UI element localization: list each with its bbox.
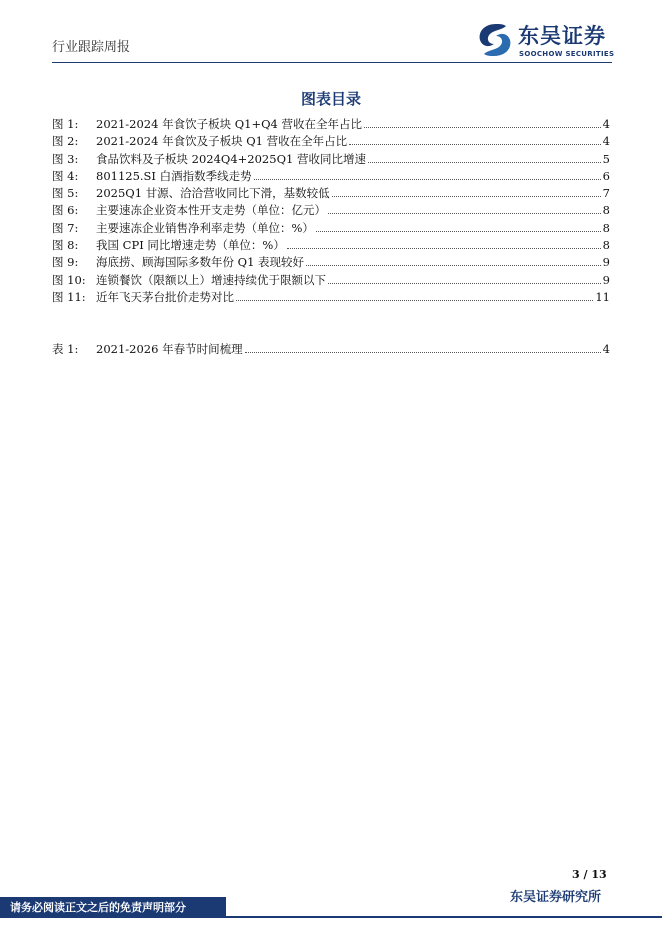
page-ref: 7 — [602, 186, 610, 201]
figure-number: 图 1: — [52, 117, 79, 131]
page-ref: 6 — [602, 168, 610, 183]
figure-toc-entry[interactable] — [52, 202, 610, 219]
figure-caption: 2021-2024 年食饮及子板块 Q1 营收在全年占比 — [96, 134, 348, 149]
figure-toc-entry[interactable] — [52, 254, 610, 271]
table-number: 表 1: — [52, 342, 79, 356]
figure-toc-entry[interactable] — [52, 220, 610, 237]
figure-number: 图 2: — [52, 134, 79, 149]
figure-toc-entry[interactable] — [52, 168, 610, 185]
footer-company: 东吴证券研究所 — [510, 890, 602, 905]
footer-disclaimer: 请务必阅读正文之后的免责声明部分 — [10, 901, 186, 914]
leader-dots — [287, 237, 601, 249]
figure-toc-entry[interactable] — [52, 151, 610, 168]
page-ref: 4 — [602, 117, 610, 131]
figure-number: 图 7: — [52, 220, 79, 235]
leader-dots — [349, 133, 601, 145]
figure-caption: 2021-2024 年食饮子板块 Q1+Q4 营收在全年占比 — [96, 117, 363, 131]
figure-toc-entry[interactable] — [52, 185, 610, 202]
page-ref: 8 — [602, 203, 610, 218]
page-ref: 4 — [602, 342, 610, 356]
header-divider — [52, 62, 612, 63]
page-ref: 9 — [602, 272, 610, 287]
logo-english-name: SOOCHOW SECURITIES — [519, 50, 615, 58]
table-toc-entry[interactable] — [52, 341, 610, 358]
figure-caption: 我国 CPI 同比增速走势（单位：%） — [96, 238, 285, 253]
figure-number: 图 11: — [52, 289, 86, 304]
page-ref: 4 — [602, 134, 610, 149]
figure-number: 图 5: — [52, 186, 79, 201]
figure-number: 图 10: — [52, 272, 86, 287]
table-list — [52, 341, 610, 358]
page-ref: 5 — [602, 151, 610, 166]
figure-number: 图 6: — [52, 203, 79, 218]
figure-toc-entry[interactable] — [52, 289, 610, 306]
leader-dots — [254, 168, 601, 180]
leader-dots — [364, 116, 601, 128]
page-number: 3 / 13 — [572, 868, 607, 881]
leader-dots — [332, 185, 601, 197]
leader-dots — [328, 272, 601, 284]
figure-caption: 801125.SI 白酒指数季线走势 — [96, 168, 252, 183]
figure-number: 图 3: — [52, 151, 79, 166]
figure-caption: 主要速冻企业资本性开支走势（单位：亿元） — [96, 203, 326, 218]
page-ref: 8 — [602, 220, 610, 235]
figure-caption: 连锁餐饮（限额以上）增速持续优于限额以下 — [96, 272, 326, 287]
company-logo — [476, 20, 616, 62]
figure-caption: 食品饮料及子板块 2024Q4+2025Q1 营收同比增速 — [96, 151, 366, 166]
page-ref: 11 — [595, 289, 610, 304]
logo-mark-icon — [476, 22, 514, 58]
leader-dots — [236, 289, 593, 301]
page-ref: 9 — [602, 255, 610, 270]
leader-dots — [306, 254, 601, 266]
toc-title: 图表目录 — [300, 90, 361, 108]
leader-dots — [368, 151, 601, 163]
figure-caption: 主要速冻企业销售净利率走势（单位：%） — [96, 220, 314, 235]
figure-number: 图 8: — [52, 238, 79, 253]
figure-number: 图 4: — [52, 168, 79, 183]
figure-toc-entry[interactable] — [52, 116, 610, 133]
figure-number: 图 9: — [52, 255, 79, 270]
table-caption: 2021-2026 年春节时间梳理 — [96, 342, 243, 356]
leader-dots — [328, 202, 601, 214]
logo-chinese-name: 东吴证券 — [518, 24, 606, 48]
figure-toc-entry[interactable] — [52, 272, 610, 289]
figure-toc-entry[interactable] — [52, 133, 610, 150]
figure-toc-entry[interactable] — [52, 237, 610, 254]
figure-list — [52, 116, 610, 306]
figure-caption: 2025Q1 甘源、洽洽营收同比下滑，基数较低 — [96, 186, 330, 201]
figure-caption: 海底捞、顾海国际多数年份 Q1 表现较好 — [96, 255, 305, 270]
leader-dots — [316, 220, 601, 232]
leader-dots — [245, 341, 601, 353]
report-type-label: 行业跟踪周报 — [52, 40, 131, 55]
page-ref: 8 — [602, 238, 610, 253]
figure-caption: 近年飞天茅台批价走势对比 — [96, 289, 234, 304]
footer-divider — [226, 916, 662, 918]
